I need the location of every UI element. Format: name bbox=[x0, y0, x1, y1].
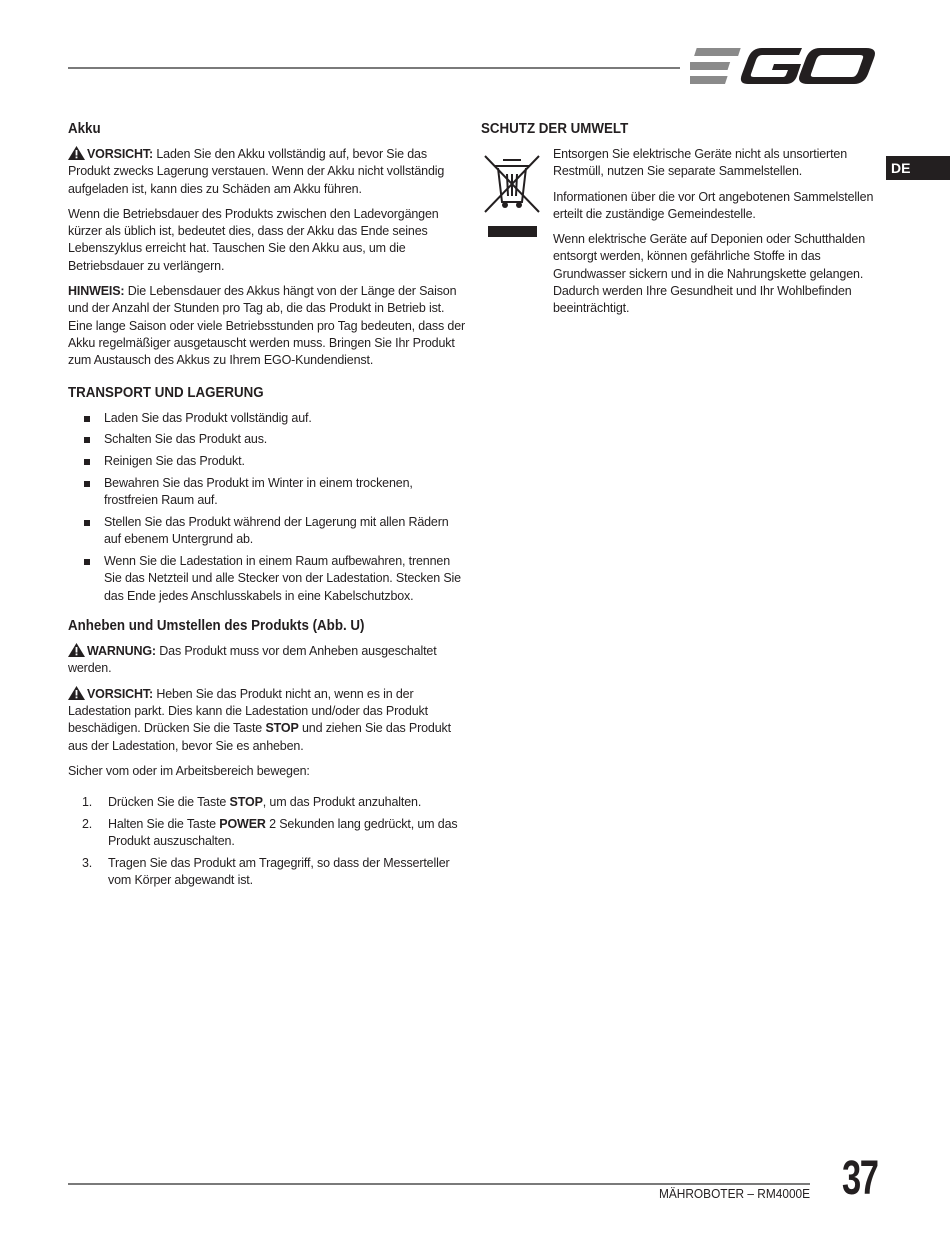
bullet-square-icon bbox=[84, 481, 90, 487]
list-item: Laden Sie das Produkt vollständig auf. bbox=[68, 410, 468, 427]
footer-title: MÄHROBOTER – RM4000E bbox=[658, 1187, 810, 1201]
ego-logo bbox=[690, 44, 880, 88]
warning-text: Das Produkt muss vor dem Anheben ausgeschaltet werden. bbox=[68, 644, 437, 676]
note-label: HINWEIS: bbox=[68, 284, 125, 299]
note-text: Die Lebensdauer des Akkus hängt von der Länge der Saison und der Anzahl der Stunden pro Tag ab, die das Produkt in Betrieb ist. Eine lange Saison oder viele Betriebsstunden pro Tag bedeuten, dass der Akku regelmäßiger ausgetauscht werden muss. Bringen Sie Ihr Produkt zum Austausch des Akkus zu Ihrem EGO-Kundendienst. bbox=[68, 284, 466, 368]
right-column bbox=[481, 118, 886, 326]
lifting-warning bbox=[68, 643, 468, 678]
bullet-square-icon bbox=[84, 459, 90, 465]
akku-paragraph: Wenn die Betriebsdauer des Produkts zwischen den Ladevorgängen kürzer als üblich ist, bedeutet dies, dass der Akku das Ende seines Lebenszyklus erreicht hat. Tauschen Sie den Akku aus, um die Betriebsdauer zu verlängern. bbox=[68, 206, 439, 273]
caution-text: Laden Sie den Akku vollständig auf, bevor Sie das Produkt zwecks Lagerung verstauen. Wenn der Akku nicht vollständig aufgeladen ist, kann dies zu Schäden am Akku führen. bbox=[68, 147, 445, 196]
bullet-square-icon bbox=[84, 416, 90, 422]
language-tab: DE bbox=[886, 156, 950, 180]
akku-heading: Akku bbox=[68, 121, 101, 137]
lifting-caution: VORSICHT: Heben Sie das Produkt nicht an, wenn es in der Ladestation parkt. Dies kann die Ladestation und/oder das Produkt beschädigen. Drücken Sie die Taste STOP und ziehen Sie das Produkt aus der Ladestation, bevor Sie es anheben. bbox=[68, 686, 451, 753]
caution-label: VORSICHT: bbox=[87, 686, 154, 701]
list-item: 2. Halten Sie die Taste POWER 2 Sekunden lang gedrückt, um das Produkt auszuschalten. bbox=[82, 816, 458, 849]
list-item: Wenn Sie die Ladestation in einem Raum aufbewahren, trennen Sie das Netzteil und alle Stecker von der Ladestation. Stecken Sie das Ende jedes Anschlusskabels in eine Kabelschutzbox. bbox=[68, 553, 468, 605]
environment-heading: SCHUTZ DER UMWELT bbox=[481, 121, 629, 137]
bullet-square-icon bbox=[84, 437, 90, 443]
list-item: Reinigen Sie das Produkt. bbox=[68, 453, 468, 470]
warning-triangle-icon bbox=[68, 643, 85, 657]
environment-text bbox=[553, 146, 886, 318]
warning-triangle-icon bbox=[68, 686, 85, 700]
list-item: Stellen Sie das Produkt während der Lagerung mit allen Rädern auf ebenem Untergrund ab. bbox=[68, 514, 468, 549]
crossed-out-bin-icon bbox=[481, 150, 543, 240]
lifting-intro: Sicher vom oder im Arbeitsbereich bewegen: bbox=[68, 763, 310, 778]
environment-paragraph: Informationen über die vor Ort angebotenen Sammelstellen erteilt die zuständige Gemeindestelle. bbox=[553, 189, 874, 221]
warning-triangle-icon bbox=[68, 146, 85, 160]
caution-label: VORSICHT: bbox=[87, 147, 154, 161]
akku-caution bbox=[68, 146, 468, 198]
environment-paragraph: Entsorgen Sie elektrische Geräte nicht als unsortierten Restmüll, nutzen Sie separate Sammelstellen. bbox=[553, 147, 847, 179]
list-item: Bewahren Sie das Produkt im Winter in einem trockenen, frostfreien Raum auf. bbox=[68, 475, 468, 510]
warning-label: WARNUNG: bbox=[87, 644, 156, 659]
footer-rule bbox=[68, 1183, 810, 1185]
list-item: Schalten Sie das Produkt aus. bbox=[68, 431, 468, 448]
bullet-square-icon bbox=[84, 520, 90, 526]
transport-heading: TRANSPORT UND LAGERUNG bbox=[68, 384, 264, 401]
list-item: 1. Drücken Sie die Taste STOP, um das Produkt anzuhalten. bbox=[82, 795, 422, 810]
list-item: 3. Tragen Sie das Produkt am Tragegriff, so dass der Messerteller vom Körper abgewandt ist. bbox=[82, 856, 450, 888]
akku-note bbox=[68, 283, 468, 369]
transport-list bbox=[68, 410, 468, 605]
header-rule bbox=[68, 67, 680, 69]
page-number: 37 bbox=[842, 1152, 878, 1205]
left-column bbox=[68, 118, 468, 894]
bullet-square-icon bbox=[84, 559, 90, 565]
lifting-heading: Anheben und Umstellen des Produkts (Abb. U) bbox=[68, 618, 365, 635]
environment-paragraph: Wenn elektrische Geräte auf Deponien oder Schutthalden entsorgt werden, können gefährliche Stoffe in das Grundwasser sickern und in die Nahrungskette gelangen. Dadurch werden Ihre Gesundheit und Ihr Wohlbefinden beeinträchtigt. bbox=[553, 232, 866, 316]
lifting-steps bbox=[68, 794, 468, 889]
